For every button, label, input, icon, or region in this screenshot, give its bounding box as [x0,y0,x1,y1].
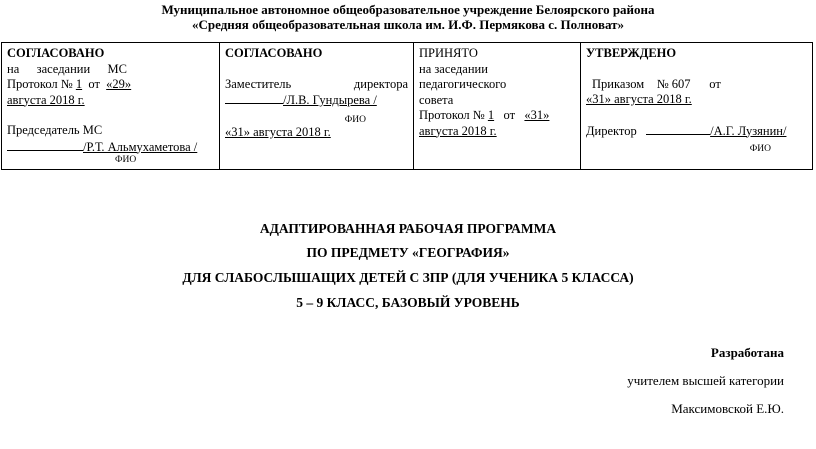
text-line: на заседании педагогического [419,61,507,91]
text-fragment: директора [353,76,408,91]
developer-position: учителем высшей категории [627,373,784,388]
signer-role: Председатель МС [7,123,103,137]
approval-heading: ПРИНЯТО [419,46,478,60]
protocol-date: августа 2018 г. [419,123,497,138]
program-title-line4: 5 – 9 КЛАСС, БАЗОВЫЙ УРОВЕНЬ [296,295,520,310]
approval-heading: УТВЕРЖДЕНО [586,46,677,60]
approval-cell-director [581,43,813,170]
protocol-day: «31» [524,108,550,122]
fio-caption: ФИО [749,144,771,154]
text-fragment: МС [107,61,127,76]
program-title-line2: ПО ПРЕДМЕТУ «ГЕОГРАФИЯ» [306,245,510,260]
text-fragment: Заместитель [225,76,292,91]
protocol-date: августа 2018 г. [7,92,85,107]
approval-table [1,42,813,170]
developer-name: Максимовской Е.Ю. [671,401,784,416]
signer-name: /Р.Т. Альмухаметова / [83,139,198,154]
protocol-prefix: Протокол № [7,77,73,91]
text-fragment: заседании [36,61,91,76]
signature-line [225,92,283,104]
order-number: № 607 [656,76,691,91]
approval-cell-pedagogical-council [414,43,581,170]
approval-cell-deputy-director [220,43,414,170]
developed-by-label: Разработана [710,345,784,360]
school-header-line1: Муниципальное автономное общеобразовательное учреждение Белоярского района [161,2,655,17]
signer-role: Директор [586,123,637,138]
program-title-line3: ДЛЯ СЛАБОСЛЫШАЩИХ ДЕТЕЙ С ЗПР (ДЛЯ УЧЕНИКА 5 КЛАССА) [182,270,634,285]
signature-line [7,139,83,151]
school-header-line2: «Средняя общеобразовательная школа им. И.Ф. Пермякова с. Полноват» [191,17,625,32]
program-title-line1: АДАПТИРОВАННАЯ РАБОЧАЯ ПРОГРАММА [259,221,557,236]
order-prefix: Приказом [592,76,645,91]
protocol-day: «29» [106,77,132,91]
approval-date: «31» августа 2018 г. [225,125,331,139]
protocol-number: 1 [487,108,495,122]
protocol-number: 1 [75,77,83,91]
signer-name: /Л.В. Гундырева / [283,93,377,107]
protocol-prefix: Протокол № [419,108,485,122]
text-fragment: на [7,61,20,76]
fio-caption: ФИО [115,155,137,165]
signer-name: /А.Г. Лузянин/ [710,123,787,138]
protocol-from: от [503,108,516,122]
order-date: «31» августа 2018 г. [586,92,692,106]
approval-heading: СОГЛАСОВАНО [225,46,323,60]
text-line: совета [419,92,454,107]
approval-cell-methodical-council [2,43,220,170]
signature-line [646,123,710,135]
fio-caption: ФИО [344,114,366,125]
order-from: от [709,76,721,91]
protocol-from: от [88,77,100,91]
approval-heading: СОГЛАСОВАНО [7,46,105,60]
